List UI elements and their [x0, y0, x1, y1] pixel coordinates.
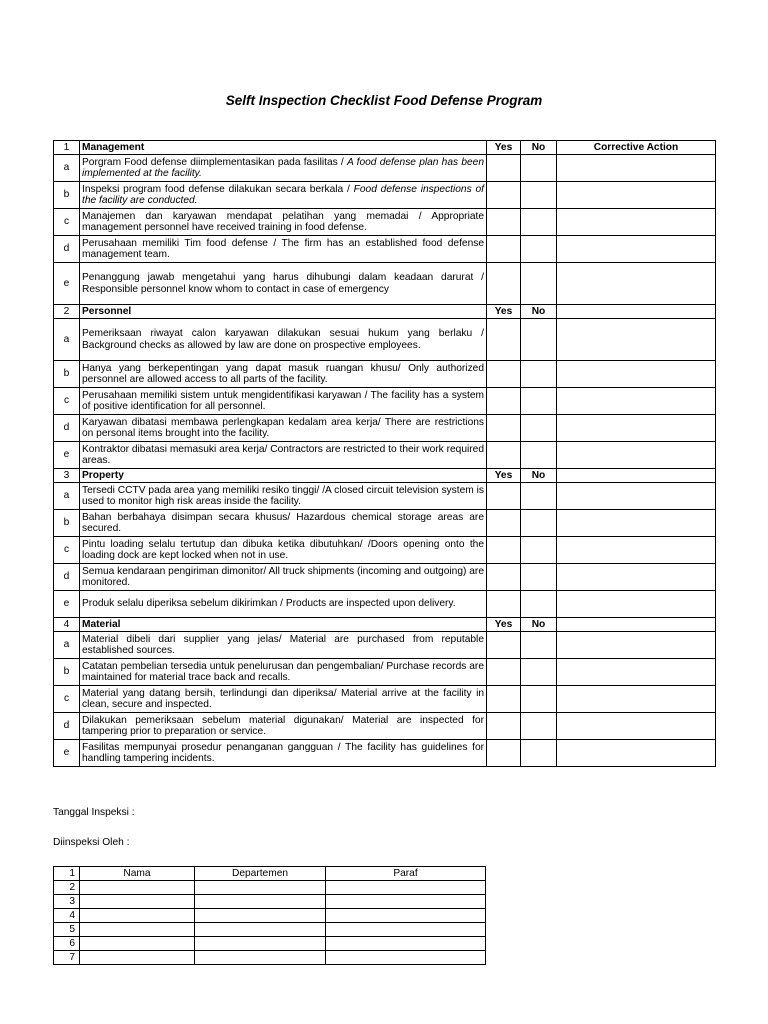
- signature-row: [54, 881, 486, 895]
- item-text-indonesian: Perusahaan memiliki sistem untuk mengidentifikasi karyawan /: [82, 389, 371, 401]
- item-letter: b: [54, 510, 80, 537]
- corrective-action-cell[interactable]: [557, 155, 716, 182]
- checklist-item-row: [54, 510, 716, 537]
- no-checkbox-cell[interactable]: [521, 442, 557, 469]
- checklist-table: [53, 140, 716, 767]
- item-text-english: Hazardous chemical storage areas are secured.: [82, 511, 484, 534]
- yes-checkbox-cell[interactable]: [487, 659, 521, 686]
- signature-row: [54, 895, 486, 909]
- no-checkbox-cell[interactable]: [521, 713, 557, 740]
- department-cell[interactable]: [195, 895, 326, 909]
- corrective-action-cell[interactable]: [557, 564, 716, 591]
- no-checkbox-cell[interactable]: [521, 209, 557, 236]
- signature-row: [54, 909, 486, 923]
- checklist-item-row: [54, 537, 716, 564]
- corrective-action-cell[interactable]: [557, 713, 716, 740]
- corrective-action-cell[interactable]: [557, 483, 716, 510]
- no-column-header: No: [521, 469, 557, 483]
- section-number: 3: [54, 469, 80, 483]
- item-letter: e: [54, 263, 80, 305]
- item-text-indonesian: Fasilitas mempunyai prosedur penanganan gangguan /: [82, 741, 346, 753]
- yes-column-header: Yes: [487, 141, 521, 155]
- item-letter: c: [54, 686, 80, 713]
- checklist-item-row: [54, 659, 716, 686]
- item-text-indonesian: Karyawan dibatasi membawa perlengkapan kedalam area kerja/: [82, 416, 385, 428]
- checklist-item-row: [54, 591, 716, 618]
- row-number: 7: [54, 951, 80, 965]
- item-text-english: Background checks as allowed by law are done on prospective employees.: [82, 339, 421, 351]
- section-title: Material: [80, 618, 487, 632]
- name-cell[interactable]: [80, 909, 195, 923]
- no-checkbox-cell[interactable]: [521, 537, 557, 564]
- no-checkbox-cell[interactable]: [521, 740, 557, 767]
- item-text-indonesian: Catatan pembelian tersedia untuk penelurusan dan pengembalian/: [82, 660, 387, 672]
- item-text-english: The facility has a system of positive identification for all personnel.: [82, 389, 484, 412]
- department-cell[interactable]: [195, 909, 326, 923]
- no-checkbox-cell[interactable]: [521, 510, 557, 537]
- item-letter: c: [54, 209, 80, 236]
- section-header-row: [54, 141, 716, 155]
- section-header-row: [54, 305, 716, 319]
- section-header-row: [54, 618, 716, 632]
- inspected-by-label: Diinspeksi Oleh :: [53, 837, 130, 848]
- item-text-english: Responsible personnel know whom to contact in case of emergency: [82, 283, 389, 295]
- document-title: Selft Inspection Checklist Food Defense Program: [225, 93, 543, 108]
- corrective-action-cell[interactable]: [557, 686, 716, 713]
- item-description: [80, 591, 487, 618]
- item-text-english: Purchase records are maintained for material trace back and recalls.: [82, 660, 484, 683]
- item-description: [80, 483, 487, 510]
- yes-checkbox-cell[interactable]: [487, 263, 521, 305]
- item-description: [80, 263, 487, 305]
- name-cell[interactable]: [80, 923, 195, 937]
- item-text-english: Contractors are restricted to their work required areas.: [82, 443, 484, 466]
- item-text-indonesian: Material dibeli dari supplier yang jelas/: [82, 633, 290, 645]
- checklist-item-row: [54, 415, 716, 442]
- item-text-english: Food defense inspections of the facility are conducted.: [82, 183, 484, 206]
- yes-checkbox-cell[interactable]: [487, 483, 521, 510]
- checklist-item-row: [54, 564, 716, 591]
- corrective-action-blank: [557, 469, 716, 483]
- no-checkbox-cell[interactable]: [521, 591, 557, 618]
- yes-checkbox-cell[interactable]: [487, 155, 521, 182]
- item-description: [80, 442, 487, 469]
- checklist-item-row: [54, 236, 716, 263]
- item-text-indonesian: Porgram Food defense diimplementasikan pada fasilitas /: [82, 156, 347, 168]
- item-description: [80, 713, 487, 740]
- item-text-indonesian: Kontraktor dibatasi memasuki area kerja/: [82, 443, 271, 455]
- no-checkbox-cell[interactable]: [521, 632, 557, 659]
- yes-checkbox-cell[interactable]: [487, 686, 521, 713]
- item-letter: b: [54, 182, 80, 209]
- yes-checkbox-cell[interactable]: [487, 319, 521, 361]
- item-description: [80, 740, 487, 767]
- item-text-english: All truck shipments (incoming and outgoing) are monitored.: [82, 565, 484, 588]
- checklist-item-row: [54, 483, 716, 510]
- yes-checkbox-cell[interactable]: [487, 442, 521, 469]
- checklist-item-row: [54, 155, 716, 182]
- signature-cell[interactable]: [326, 909, 486, 923]
- corrective-action-cell[interactable]: [557, 591, 716, 618]
- yes-checkbox-cell[interactable]: [487, 510, 521, 537]
- item-text-indonesian: Pintu loading selalu tertutup dan dibuka ketika dibutuhkan/ /: [82, 538, 371, 550]
- item-description: [80, 686, 487, 713]
- corrective-action-cell[interactable]: [557, 319, 716, 361]
- item-text-indonesian: Perusahaan memiliki Tim food defense /: [82, 237, 282, 249]
- item-description: [80, 510, 487, 537]
- corrective-action-cell[interactable]: [557, 442, 716, 469]
- item-text-indonesian: Dilakukan pemeriksaan sebelum material digunakan/: [82, 714, 353, 726]
- item-text-indonesian: Pemeriksaan riwayat calon karyawan dilakukan sesuai hukum yang berlaku /: [82, 328, 484, 339]
- item-text-english: Doors opening onto the loading dock are kept locked when not in use.: [82, 538, 484, 561]
- checklist-item-row: [54, 263, 716, 305]
- item-text-english: Only authorized personnel are allowed access to all parts of the facility.: [82, 362, 484, 385]
- yes-checkbox-cell[interactable]: [487, 209, 521, 236]
- no-checkbox-cell[interactable]: [521, 388, 557, 415]
- name-cell[interactable]: [80, 951, 195, 965]
- section-number: 4: [54, 618, 80, 632]
- no-checkbox-cell[interactable]: [521, 415, 557, 442]
- signature-cell[interactable]: [326, 881, 486, 895]
- checklist-item-row: [54, 182, 716, 209]
- item-letter: a: [54, 483, 80, 510]
- name-cell[interactable]: [80, 937, 195, 951]
- row-number: 4: [54, 909, 80, 923]
- department-cell[interactable]: [195, 951, 326, 965]
- corrective-action-blank: [557, 305, 716, 319]
- item-text-indonesian: Hanya yang berkepentingan yang dapat masuk ruangan khusu/: [82, 362, 409, 374]
- row-number: 6: [54, 937, 80, 951]
- signature-cell[interactable]: [326, 937, 486, 951]
- item-text-indonesian: Material yang datang bersih, terlindungi dan diperiksa/: [82, 687, 342, 699]
- checklist-item-row: [54, 361, 716, 388]
- item-description: [80, 415, 487, 442]
- no-checkbox-cell[interactable]: [521, 263, 557, 305]
- item-text-english: Appropriate management personnel have received training in food defense.: [82, 210, 484, 233]
- checklist-item-row: [54, 388, 716, 415]
- item-text-english: Material arrive at the facility in clean, secure and inspected.: [82, 687, 484, 710]
- department-column-header: Departemen: [195, 867, 326, 881]
- row-number: 3: [54, 895, 80, 909]
- corrective-action-cell[interactable]: [557, 659, 716, 686]
- item-description: [80, 319, 487, 361]
- no-checkbox-cell[interactable]: [521, 686, 557, 713]
- corrective-action-cell[interactable]: [557, 361, 716, 388]
- checklist-item-row: [54, 209, 716, 236]
- item-text-indonesian: Tersedi CCTV pada area yang memiliki resiko tinggi/ /: [82, 484, 326, 496]
- corrective-action-blank: [557, 618, 716, 632]
- item-description: [80, 182, 487, 209]
- section-title: Personnel: [80, 305, 487, 319]
- yes-checkbox-cell[interactable]: [487, 564, 521, 591]
- yes-checkbox-cell[interactable]: [487, 361, 521, 388]
- yes-column-header: Yes: [487, 469, 521, 483]
- signature-row: [54, 951, 486, 965]
- item-description: [80, 388, 487, 415]
- checklist-item-row: [54, 713, 716, 740]
- yes-column-header: Yes: [487, 305, 521, 319]
- item-letter: d: [54, 415, 80, 442]
- signature-table: [53, 866, 486, 965]
- signature-cell[interactable]: [326, 895, 486, 909]
- item-letter: d: [54, 564, 80, 591]
- corrective-action-cell[interactable]: [557, 740, 716, 767]
- checklist-item-row: [54, 319, 716, 361]
- item-description: [80, 564, 487, 591]
- section-header-row: [54, 469, 716, 483]
- item-letter: a: [54, 155, 80, 182]
- department-cell[interactable]: [195, 881, 326, 895]
- item-text-english: The firm has an established food defense management team.: [82, 237, 484, 260]
- corrective-action-header: Corrective Action: [557, 141, 716, 155]
- corrective-action-cell[interactable]: [557, 632, 716, 659]
- no-checkbox-cell[interactable]: [521, 182, 557, 209]
- yes-checkbox-cell[interactable]: [487, 632, 521, 659]
- corrective-action-cell[interactable]: [557, 209, 716, 236]
- item-text-english: A food defense plan has been implemented at the facility.: [82, 156, 485, 179]
- signature-row: [54, 923, 486, 937]
- signature-cell[interactable]: [326, 923, 486, 937]
- item-letter: a: [54, 632, 80, 659]
- item-text-indonesian: Manajemen dan karyawan mendapat pelatihan yang memadai /: [82, 210, 432, 222]
- no-checkbox-cell[interactable]: [521, 236, 557, 263]
- item-text-english: The facility has guidelines for handling tampering incidents.: [82, 741, 485, 764]
- yes-checkbox-cell[interactable]: [487, 236, 521, 263]
- yes-checkbox-cell[interactable]: [487, 713, 521, 740]
- inspection-date-label: Tanggal Inspeksi :: [53, 807, 135, 818]
- row-number: 1: [54, 867, 80, 881]
- item-description: [80, 537, 487, 564]
- corrective-action-cell[interactable]: [557, 236, 716, 263]
- name-cell[interactable]: [80, 895, 195, 909]
- no-column-header: No: [521, 305, 557, 319]
- checklist-item-row: [54, 632, 716, 659]
- yes-checkbox-cell[interactable]: [487, 591, 521, 618]
- yes-column-header: Yes: [487, 618, 521, 632]
- checklist-item-row: [54, 686, 716, 713]
- corrective-action-cell[interactable]: [557, 388, 716, 415]
- item-description: [80, 659, 487, 686]
- corrective-action-cell[interactable]: [557, 263, 716, 305]
- section-number: 1: [54, 141, 80, 155]
- no-checkbox-cell[interactable]: [521, 319, 557, 361]
- item-text-indonesian: Inspeksi program food defense dilakukan secara berkala /: [82, 183, 354, 195]
- corrective-action-cell[interactable]: [557, 182, 716, 209]
- yes-checkbox-cell[interactable]: [487, 182, 521, 209]
- name-column-header: Nama: [80, 867, 195, 881]
- item-text-english: A closed circuit television system is used to monitor high risk areas inside the facility.: [82, 484, 484, 507]
- no-checkbox-cell[interactable]: [521, 155, 557, 182]
- item-letter: c: [54, 537, 80, 564]
- section-title: Property: [80, 469, 487, 483]
- item-letter: d: [54, 713, 80, 740]
- no-checkbox-cell[interactable]: [521, 361, 557, 388]
- yes-checkbox-cell[interactable]: [487, 415, 521, 442]
- item-letter: d: [54, 236, 80, 263]
- signature-column-header: Paraf: [326, 867, 486, 881]
- name-cell[interactable]: [80, 881, 195, 895]
- item-letter: b: [54, 659, 80, 686]
- corrective-action-cell[interactable]: [557, 537, 716, 564]
- item-text-english: Products are inspected upon delivery.: [285, 598, 456, 610]
- no-checkbox-cell[interactable]: [521, 659, 557, 686]
- item-description: [80, 361, 487, 388]
- department-cell[interactable]: [195, 923, 326, 937]
- signature-cell[interactable]: [326, 951, 486, 965]
- item-text-indonesian: Penanggung jawab mengetahui yang harus dihubungi dalam keadaan darurat /: [82, 272, 484, 283]
- corrective-action-cell[interactable]: [557, 415, 716, 442]
- corrective-action-cell[interactable]: [557, 510, 716, 537]
- item-letter: e: [54, 591, 80, 618]
- item-description: [80, 155, 487, 182]
- signature-row: [54, 937, 486, 951]
- item-letter: e: [54, 442, 80, 469]
- checklist-item-row: [54, 740, 716, 767]
- item-text-indonesian: Bahan berbahaya disimpan secara khusus/: [82, 511, 297, 523]
- no-checkbox-cell[interactable]: [521, 483, 557, 510]
- no-column-header: No: [521, 141, 557, 155]
- no-column-header: No: [521, 618, 557, 632]
- item-description: [80, 632, 487, 659]
- item-text-english: Material are inspected for tampering prior to preparation or service.: [82, 714, 484, 737]
- item-letter: b: [54, 361, 80, 388]
- section-number: 2: [54, 305, 80, 319]
- item-letter: e: [54, 740, 80, 767]
- section-title: Management: [80, 141, 487, 155]
- yes-checkbox-cell[interactable]: [487, 388, 521, 415]
- item-text-english: There are restrictions on personal items brought into the facility.: [82, 416, 485, 439]
- row-number: 2: [54, 881, 80, 895]
- department-cell[interactable]: [195, 937, 326, 951]
- yes-checkbox-cell[interactable]: [487, 537, 521, 564]
- row-number: 5: [54, 923, 80, 937]
- signature-header-row: [54, 867, 486, 881]
- item-letter: a: [54, 319, 80, 361]
- checklist-item-row: [54, 442, 716, 469]
- item-letter: c: [54, 388, 80, 415]
- item-text-indonesian: Produk selalu diperiksa sebelum dikirimkan /: [82, 598, 286, 610]
- item-text-english: Material are purchased from reputable established sources.: [82, 633, 484, 656]
- yes-checkbox-cell[interactable]: [487, 740, 521, 767]
- item-description: [80, 236, 487, 263]
- item-text-indonesian: Semua kendaraan pengiriman dimonitor/: [82, 565, 269, 577]
- item-description: [80, 209, 487, 236]
- no-checkbox-cell[interactable]: [521, 564, 557, 591]
